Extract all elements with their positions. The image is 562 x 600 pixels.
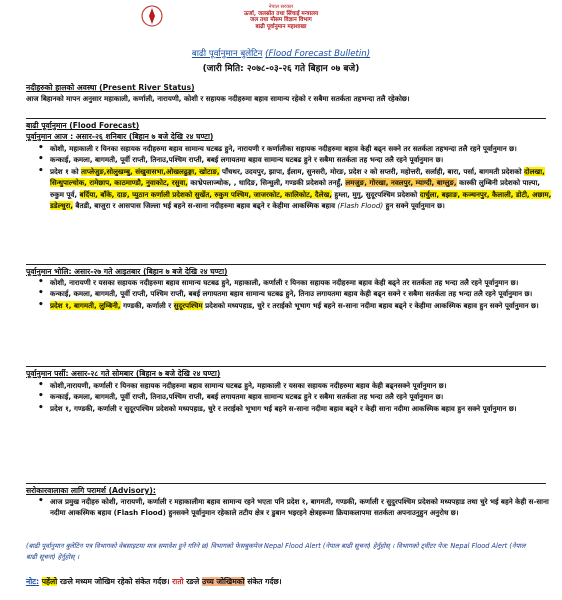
list-item: • प्रदेश १, बागमती, लुम्बिनी, गण्डकी, कर्णाली र सुदूरपश्चिम प्रदेशको मध्यपहाड, चुरे र तराईको भूभाग भई बहने स-साना नदीमा बहाव बढ्ने र केहीमा आकस्मिक बहाव हुन सक्ने पूर्वानुमान छ। <box>50 300 554 311</box>
list-item: • कन्काई, कमला, बागमती, पूर्वी राप्ती, तिनाउ,पश्चिम राप्ती, बबई लगायतमा बहाव सामान्य घटबढ हुने र सबैमा सतर्कता तह भन्दा तलै रहने पूर्वानुमान छ। <box>50 154 554 165</box>
highlight-yellow: प्रदेश १, बागमती, लुम्बिनी, <box>50 300 121 310</box>
note-red-word: रातो <box>172 577 184 586</box>
note-high-risk: उच्च जोखिमको <box>201 577 245 586</box>
note-text: रङले मध्यम जोखिम रहेको संकेत गर्दछ। <box>57 577 173 586</box>
tomorrow-list <box>36 277 554 311</box>
header-department: जल तथा मौसम विज्ञान विभाग <box>250 17 312 24</box>
list-item: • कोशी, महाकाली र यिनका सहायक नदीहरुमा बहाव सामान्य घटबढ हुने, नारायणी र कर्णालीका सहायक नदीहरुमा बहाव केही बढ्न सक्ने तर सतर्कता तहभन्दा तलै रहने पूर्वानुमान छ। <box>50 143 554 154</box>
flash-flood-label: (Flash Flood) <box>337 201 384 211</box>
highlight-orange: लमजुङ, गोरखा, नवलपुर, म्याग्दी, बाग्लुङ, <box>345 178 457 188</box>
river-status-heading: नदीहरुको हालको अवस्था (Present River Status) <box>26 83 195 92</box>
highlight-yellow: बर्दिया, बाँके, दाङ, प्युठान कर्णाली प्रदेशको सुर्खेत, रुकुम पश्चिम, जाजरकोट, कालिकोट, दैलेख, <box>79 189 332 199</box>
advisory-heading: सरोकारवालाका लागि परामर्श (Advisory): <box>26 486 156 495</box>
dayafter-list <box>36 380 554 414</box>
header-block <box>0 4 562 30</box>
list-item: • कन्काई, कमला, बागमती, पूर्वी राप्ती, तिनाउ,पश्चिम राप्ती, बबई लगायतमा बहाव सामान्य घटबढ हुने र सबैमा सतर्कता तह भन्दा तलै रहने पूर्वानुमान छ। <box>50 391 554 402</box>
forecast-heading: बाढी पूर्वानुमान (Flood Forecast) <box>26 121 140 130</box>
header-ministry: ऊर्जा, जलस्रोत तथा सिंचाई मन्त्रालय <box>243 10 319 17</box>
highlight-yellow: ताप्लेजुङ,सोलुखम्बु, संखुवासभा,ओखलढुङ्गा, खोटाङ, <box>81 166 220 176</box>
list-item: • प्रदेश १, गण्डकी, कर्णाली र सुदूरपश्चिम प्रदेशको मध्यपहाड, चुरे र तराईको भूभाग भई बहने स-साना नदीमा बहाव बढ्ने र केही साना नदीमा आकस्मिक बहाव हुन सक्ने पूर्वानुमान छ। <box>50 403 554 414</box>
list-item: • आज प्रमुख नदीहरु कोशी, नारायणी, कर्णाली र महाकालीमा बहाव सामान्य रहने भएता पनि प्रदेश १, बागमती, गण्डकी, कर्णाली र सुदुरपश्चिम प्रदेशको मध्यपहाड तथा चुरे भई बहने केही स-साना नदीमा आकस्मिक बहाव (Flash Flood) हुनसक्ने पूर्वानुमान रहेकाले तटीय क्षेत्र र डुबान भइरहने क्षेत्रहरूमा क्रियाकलापमा सतर्कता अपनाउनुहुन अनुरोध छ। <box>50 496 554 519</box>
forecast-heading-row <box>26 118 546 131</box>
highlight-yellow: दार्चुला, बझाङ, कञ्चनपुर, कैलाली, डोटी, अछाम, डडेल्धुरा, <box>50 189 552 211</box>
header-government: नेपाल सरकार <box>268 4 294 10</box>
advisory-heading-row <box>26 483 546 496</box>
note-row <box>26 576 282 588</box>
title-nepali: बाढी पूर्वानुमान बुलेटिन <box>191 49 263 59</box>
dayafter-heading: पूर्वानुमान पर्सी: असार-२८ गते सोमबार (बिहान ७ बजे देखि २४ घण्टा) <box>26 369 221 378</box>
today-list <box>36 143 554 211</box>
title-english: (Flood Forecast Bulletin) <box>265 49 371 59</box>
highlight-yellow: सुदूरपश्चिम <box>173 300 203 310</box>
today-heading: पूर्वानुमान आज : असार-२६ शनिबार (बिहान ७ बजे देखि २४ घण्टा) <box>26 132 214 141</box>
list-item: • कोशी, नारायणी र यसका सहायक नदीहरुमा बहाव सामान्य घटबढ हुने, महाकाली, कर्णाली र यिनका सहायक नदीहरुमा बहाव केही बढ्ने तर सतर्कता तह भन्दा तलै रहने पूर्वानुमान छ। <box>50 277 554 288</box>
advisory-list <box>36 496 554 519</box>
note-text: रङले <box>183 577 202 586</box>
bulletin-title <box>0 48 562 60</box>
highlight-yellow: दोलखा, सिन्धुपाल्चोक, रामेछाप, काठमाण्डौ, नुवाकोट, रसुवा, <box>50 166 545 188</box>
disclaimer-text: (बाढी पूर्वानुमान बुलेटिन पत्र विभागको वेबसाइटमा मात्र समावेश हुने गरिने छ) विभागको फेसबुकपेज Nepal Flood Alert (नेपाल बाढी सूचना) हेर्नुहोस् । विभागको ट्वीटर पेज: Nepal Flood Alert (नेपाल बाढी सूचना) हेर्नुहोस् । <box>26 542 526 561</box>
list-item: • कन्काई, कमला, बागमती, पूर्वी राप्ती, पश्चिम राप्ती, बबई लगायतमा बहाव सामान्य घटबढ हुने, तिनाउ लगायतमा बहाव केही बढ्न सक्ने र सबैमा सतर्कता तह भन्दा तलै रहने पूर्वानुमान छ। <box>50 288 554 299</box>
tomorrow-heading: पूर्वानुमान भोलि: असार-२७ गते आइतबार (बिहान ७ बजे देखि २४ घण्टा) <box>26 267 228 276</box>
river-status-text: आज बिहानको मापन अनुसार महाकाली, कर्णाली, नारायणी, कोशी र सहायक नदीहरुमा बहाव सामान्य रहेको र सबैमा सतर्कता तहभन्दा तलै रहेकोछ। <box>26 94 410 103</box>
note-yellow-word: पहेंलो <box>41 577 58 586</box>
header-division: बाढी पूर्वानुमान महाशाखा <box>255 23 307 30</box>
note-label: नोट: <box>26 577 40 586</box>
list-item: • कोशी,नारायणी, कर्णाली र यिनका सहायक नदीहरुमा बहाव सामान्य घटबढ हुने, महाकाली र यसका सहायक नदीहरुमा बहाव केही बढ्नसक्ने पूर्वानुमान छ। <box>50 380 554 391</box>
tomorrow-heading-row <box>26 264 546 277</box>
list-item: • प्रदेश १ को ताप्लेजुङ,सोलुखम्बु, संखुवासभा,ओखलढुङ्गा, खोटाङ, पाँचथर, उदयपुर, झापा, ईलाम, सुनसरी, मोरङ, प्रदेश २ को सप्तरी, महोत्तरी, सर्लाही, बारा, पर्सा, बागमती प्रदेशको दोलखा, सिन्धुपाल्चोक, रामेछाप, काठमाण्डौ, नुवाकोट, रसुवा, काभ्रेपलाञ्चोक, , धादिङ, सिन्धुली, गण्डकी प्रदेशको तनहुँ, लमजुङ, गोरखा, नवलपुर, म्याग्दी, बाग्लुङ, कास्की लुम्बिनी प्रदेशको पाल्पा, रुकुम पूर्व, बर्दिया, बाँके, दाङ, प्युठान कर्णाली प्रदेशको सुर्खेत, रुकुम पश्चिम, जाजरकोट, कालिकोट, दैलेख, हुम्ला, मुगु, सुदूरपश्चिम प्रदेशको दार्चुला, बझाङ, कञ्चनपुर, कैलाली, डोटी, अछाम, डडेल्धुरा, बैतडी, बाजुरा र आसपास जिल्ला भई बहने स-साना नदीहरुमा बहाव बढ्ने र केहीमा आकस्मिक बहाव (Flash Flood) हुन सक्ने पूर्वानुमान छ। <box>50 166 554 212</box>
issue-date: (जारी मिति: २०७८-०३-२६ गते बिहान ०७ बजे) <box>202 64 360 74</box>
dayafter-heading-row <box>26 366 546 379</box>
note-text: संकेत गर्दछ। <box>244 577 282 586</box>
